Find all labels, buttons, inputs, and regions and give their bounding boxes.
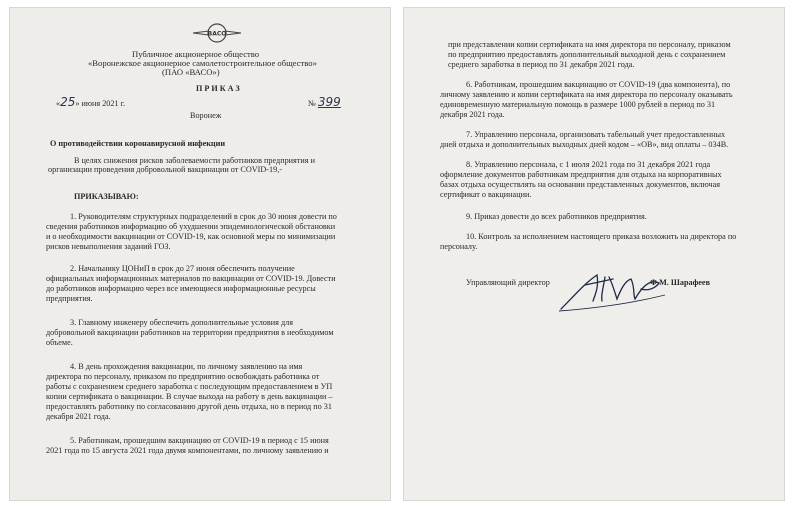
p2-line: предприятия. bbox=[46, 294, 93, 303]
order-title: ПРИКАЗ bbox=[196, 84, 242, 93]
p3-line: объеме. bbox=[46, 338, 73, 347]
p5-line: 5. Работникам, прошедшим вакцинацию от COVID-19 в период с 15 июня bbox=[70, 436, 329, 445]
intro-line: В целях снижения рисков заболеваемости работников предприятия и bbox=[74, 156, 315, 165]
p5-cont-line: при представлении копии сертификата на имя директора по персоналу, приказом bbox=[448, 40, 731, 49]
p10-line: 10. Контроль за исполнением настоящего приказа возложить на директора по bbox=[466, 232, 737, 241]
p2-line: официальных информационных материалов по вакцинации от COVID-19. Довести bbox=[46, 274, 336, 283]
p2-line: до работников информацию через все имеющиеся информационные ресурсы bbox=[46, 284, 316, 293]
org-name-line1: Публичное акционерное общество bbox=[132, 49, 260, 59]
document-page-right bbox=[404, 8, 784, 500]
p8-line: 8. Управлению персонала, с 1 июля 2021 года по 31 декабря 2021 года bbox=[466, 160, 711, 169]
p8-line: оформление документов работникам предприятия для отдыха на корпоративных bbox=[440, 170, 722, 179]
order-word: ПРИКАЗЫВАЮ: bbox=[74, 192, 139, 201]
p4-line: 4. В день прохождения вакцинации, по личному заявлению на имя bbox=[70, 362, 303, 371]
p3-line: 3. Главному инженеру обеспечить дополнительные условия для bbox=[70, 318, 293, 327]
order-date: «25» июня 2021 г. bbox=[56, 95, 126, 109]
p10-line: персоналу. bbox=[440, 242, 478, 251]
handwritten-signature bbox=[555, 265, 670, 315]
p6-line: 6. Работникам, прошедшим вакцинацию от COVID-19 (два компонента), по bbox=[466, 80, 731, 89]
order-number bbox=[308, 95, 341, 109]
order-subject: О противодействии коронавирусной инфекции bbox=[50, 139, 226, 148]
number-handwritten: 399 bbox=[317, 95, 341, 109]
logo-text: ВАСО bbox=[207, 30, 227, 38]
document-page-left bbox=[10, 8, 390, 500]
p4-line: работы с сохранением среднего заработка с последующим предоставлением в УП bbox=[46, 382, 333, 391]
p6-line: единовременную материальную помощь в размере 1000 рублей в период по 31 bbox=[440, 100, 716, 109]
p8-line: сертификат о вакцинации. bbox=[440, 190, 532, 199]
p3-line: добровольной вакцинации работников на территории предприятия в необходимом bbox=[46, 328, 334, 337]
number-prefix: № bbox=[308, 99, 316, 108]
date-day-handwritten: 25 bbox=[60, 95, 76, 109]
p4-line: копии сертификата о вакцинации. В случае выхода на работу в день вакцинации – bbox=[46, 392, 333, 401]
p5-cont-line: по предприятию предоставлять дополнительный выходной день с сохранением bbox=[448, 50, 726, 59]
p4-line: декабря 2021 года. bbox=[46, 412, 111, 421]
p1-line: сведения работников информацию об ухудшении эпидемиологической обстановки bbox=[46, 222, 336, 231]
intro-line: организации проведения добровольной вакцинации от COVID-19,- bbox=[48, 165, 282, 174]
p4-line: директора по персоналу, приказом по предприятию освобождать работника от bbox=[46, 372, 320, 381]
p8-line: базах отдыха осуществлять на основании представленных документов, включая bbox=[440, 180, 720, 189]
date-month-year: июня 2021 г. bbox=[81, 99, 126, 108]
p9-line: 9. Приказ довести до всех работников предприятия. bbox=[466, 212, 647, 221]
p5-line: 2021 года по 15 августа 2021 года двумя компонентами, по личному заявлению и bbox=[46, 446, 329, 455]
p1-line: рисков невыполнения заданий ГОЗ. bbox=[46, 242, 171, 251]
signature-title: Управляющий директор bbox=[466, 278, 550, 287]
p1-line: 1. Руководителям структурных подразделений в срок до 30 июня довести по bbox=[70, 212, 337, 221]
signature-name: Ф.М. Шарафеев bbox=[650, 278, 710, 287]
p6-line: личному заявлению и копии сертификата на имя директора по персоналу оказывать bbox=[440, 90, 733, 99]
p4-line: предоставлять работнику по согласованию другой день отдыха, но в период по 31 bbox=[46, 402, 332, 411]
org-name-line2: «Воронежское акционерное самолетостроительное общество» bbox=[88, 58, 317, 68]
p7-line: дней отдыха и дополнительных выходных дней кодом – «ОВ», вид оплаты – 034В. bbox=[440, 140, 729, 149]
city: Воронеж bbox=[190, 111, 222, 120]
p5-cont-line: среднего заработка в период по 31 декабря 2021 года. bbox=[448, 60, 635, 69]
vaso-logo bbox=[191, 22, 243, 44]
org-name-line3: (ПАО «ВАСО») bbox=[162, 67, 220, 77]
p1-line: и о необходимости вакцинации от COVID-19, как основной меры по минимизации bbox=[46, 232, 336, 241]
p6-line: декабря 2021 года. bbox=[440, 110, 505, 119]
p7-line: 7. Управлению персонала, организовать табельный учет предоставленных bbox=[466, 130, 726, 139]
p2-line: 2. Начальнику ЦОНиП в срок до 27 июня обеспечить получение bbox=[70, 264, 295, 273]
